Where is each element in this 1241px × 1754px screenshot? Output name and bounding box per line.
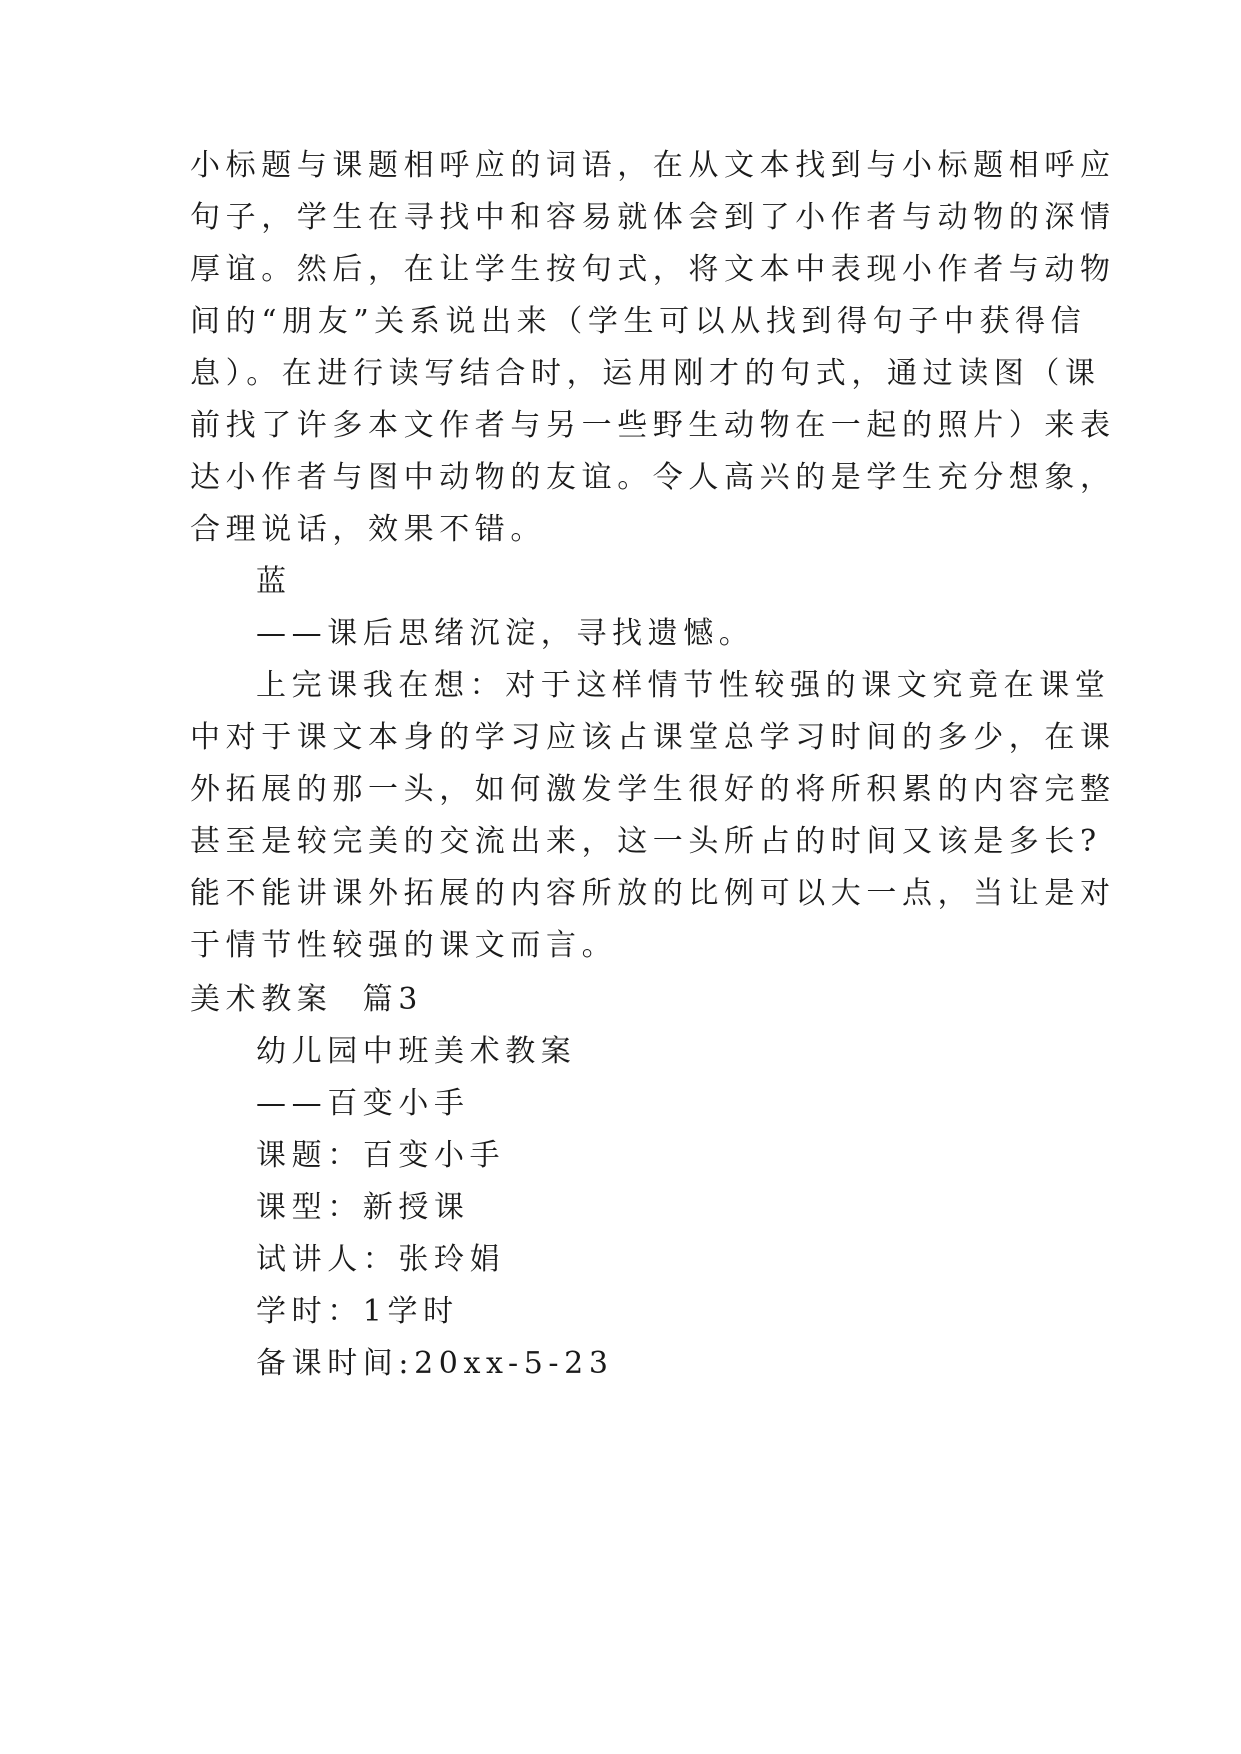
paragraph-1-line-6: 前找了许多本文作者与另一些野生动物在一起的照片）来表 xyxy=(190,408,1116,443)
lesson-type: 课型：新授课 xyxy=(256,1190,470,1225)
lesson-teacher: 试讲人：张玲娟 xyxy=(256,1242,506,1277)
paragraph-2-line-5: 能不能讲课外拓展的内容所放的比例可以大一点，当让是对 xyxy=(190,876,1116,911)
paragraph-1-line-3: 厚谊。然后，在让学生按句式，将文本中表现小作者与动物 xyxy=(190,252,1116,287)
paragraph-1-line-1: 小标题与课题相呼应的词语，在从文本找到与小标题相呼应 xyxy=(190,148,1116,183)
paragraph-2-line-1: 上完课我在想：对于这样情节性较强的课文究竟在课堂 xyxy=(256,668,1111,703)
lesson-prep-time: 备课时间:20xx-5-23 xyxy=(256,1346,614,1381)
paragraph-1-line-7: 达小作者与图中动物的友谊。令人高兴的是学生充分想象， xyxy=(190,460,1116,495)
lesson-topic: 课题：百变小手 xyxy=(256,1138,506,1173)
paragraph-1-line-5: 息）。在进行读写结合时，运用刚才的句式，通过读图（课 xyxy=(190,356,1101,391)
paragraph-1-line-8: 合理说话，效果不错。 xyxy=(190,512,546,547)
heading-blue: 蓝 xyxy=(256,564,292,599)
paragraph-2-line-4: 甚至是较完美的交流出来，这一头所占的时间又该是多长? xyxy=(190,824,1102,859)
reflection-subheading: ——课后思绪沉淀，寻找遗憾。 xyxy=(256,616,755,651)
section-title: 美术教案 篇3 xyxy=(190,982,423,1017)
paragraph-2-line-6: 于情节性较强的课文而言。 xyxy=(190,928,618,963)
lesson-title: 幼儿园中班美术教案 xyxy=(256,1034,577,1069)
paragraph-1-line-2: 句子，学生在寻找中和容易就体会到了小作者与动物的深情 xyxy=(190,200,1116,235)
lesson-subtitle: ——百变小手 xyxy=(256,1086,470,1121)
lesson-hours: 学时：1学时 xyxy=(256,1294,459,1329)
paragraph-1-line-4: 间的“朋友”关系说出来（学生可以从找到得句子中获得信 xyxy=(190,304,1087,339)
paragraph-2-line-2: 中对于课文本身的学习应该占课堂总学习时间的多少，在课 xyxy=(190,720,1116,755)
paragraph-2-line-3: 外拓展的那一头，如何激发学生很好的将所积累的内容完整 xyxy=(190,772,1116,807)
